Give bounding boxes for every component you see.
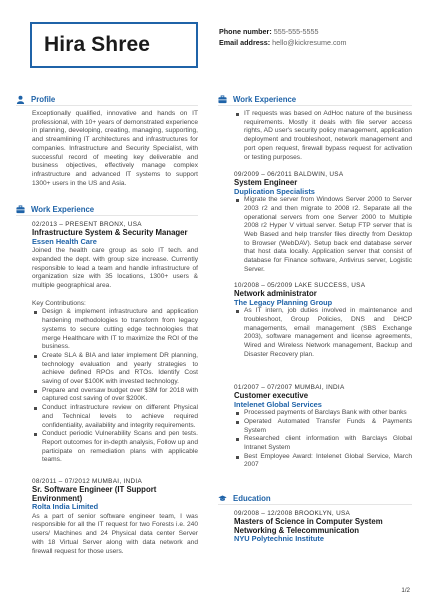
candidate-name: Hira Shree — [44, 33, 151, 56]
job-rolta — [32, 478, 198, 556]
job-title: Network administrator — [234, 289, 317, 298]
job-bullets — [32, 308, 198, 465]
list-item: Researched client information with Barclays Global Intranet System — [234, 435, 412, 452]
job-intro: Joined the health care group as solo IT tech. and expanded the dept. with group size increase. Currently responsible to lead a team and handle infrastructure of organization size with 35 locations, 1300+ users & multiple geographical area. — [32, 247, 198, 289]
education-divider — [218, 504, 412, 505]
school-name: NYU Polytechnic Institute — [234, 534, 324, 544]
job-duplication — [234, 171, 412, 275]
work-title-right: Work Experience — [233, 94, 297, 104]
job-bullets — [234, 196, 412, 274]
list-item: Operated Automated Transfer Funds & Payments System — [234, 418, 412, 435]
work-title-left: Work Experience — [31, 204, 95, 214]
phone-label: Phone number: — [219, 27, 272, 36]
profile-title: Profile — [31, 94, 56, 104]
work-divider-right — [218, 105, 412, 106]
job-company: Rolta India Limited — [32, 502, 99, 512]
job-bullets — [234, 110, 412, 162]
briefcase-icon — [218, 95, 227, 104]
list-item: Processed payments of Barclays Bank with other banks — [234, 409, 412, 418]
job-title: Infrastructure System & Security Manager — [32, 228, 188, 237]
contact-info — [219, 27, 347, 48]
job-meta: 10/2008 – 05/2009 LAKE SUCCESS, USA — [234, 282, 366, 289]
job-intelenet — [234, 384, 412, 470]
job-company: Essen Health Care — [32, 236, 97, 246]
work-heading-left — [16, 203, 94, 215]
education-heading — [218, 492, 271, 504]
education-title: Education — [233, 493, 271, 503]
rolta-continued — [234, 110, 412, 162]
email-value: hello@kickresume.com — [272, 37, 347, 47]
email-label: Email address: — [219, 37, 271, 47]
job-meta: 08/2011 – 07/2012 MUMBAI, INDIA — [32, 478, 143, 485]
list-item: Best Employee Award: Intelenet Global Service, March 2007 — [234, 453, 412, 470]
phone-value: 555-555-5555 — [273, 27, 319, 36]
job-bullets — [234, 409, 412, 470]
job-meta: 02/2013 – PRESENT BRONX, USA — [32, 221, 142, 228]
job-bullets — [234, 307, 412, 359]
key-contributions-label: Key Contributions: — [32, 299, 86, 307]
list-item: Conduct infrastructure review on different Physical and Technical levels to achieve required confidentiality, availability and integrity requirements. — [32, 404, 198, 430]
list-item: As IT intern, job duties involved in maintenance and troubleshoot, Group Policies, DNS and DHCP managements, email management (SBS Exchange 2003), software management and license agreements, Wired and Wireless Network management, Backup and Disaster Recovery plan. — [234, 307, 412, 359]
job-company: The Legacy Planning Group — [234, 297, 333, 307]
education-item — [234, 510, 412, 544]
profile-text: Exceptionally qualified, innovative and hands on IT professional, with 10+ years of demonstrated experience in planning, developing, creating, managing, supporting, and streamlining IT architectures and infrastructures for companies. Infrastructure and Security Specialist, with successful record of meeting key deliverable and business objectives, effectively manage complex infrastructure and advanced IT systems to support 1300+ users in the US and Asia. — [32, 110, 198, 187]
work-divider-left — [16, 215, 198, 216]
job-title: System Engineer — [234, 178, 298, 187]
person-icon — [16, 95, 25, 104]
work-heading-right — [218, 93, 296, 105]
list-item: Conduct periodic Vulnerability Scans and pen tests. Report outcomes for in-depth analysis, Follow up and participate on remediation plans with applicable teams. — [32, 430, 198, 465]
name-box — [30, 22, 198, 68]
degree-title: Masters of Science in Computer System Networking & Telecommunication — [234, 517, 383, 535]
job-intro: As a part of senior software engineer team, I was responsible for all the IT request for two Forests i.e. 240 users/ Machines and 24 Physical data center Server with 18 Virtual Server along with data network and firewall request for those users. — [32, 512, 198, 555]
job-legacy — [234, 282, 412, 359]
page-number: 1/2 — [401, 587, 410, 594]
job-company: Duplication Specialists — [234, 186, 315, 196]
list-item: Prepare and oversaw budget over $3M for 2018 with captured cost saving of over $200K. — [32, 387, 198, 404]
job-essen — [32, 221, 198, 465]
job-title: Customer executive — [234, 391, 309, 400]
list-item: Design & implement infrastructure and application hardening methodologies to transform from legacy systems to secure cutting edge technologies that merge Healthcare with IT to maximize the ROI of the business. — [32, 308, 198, 352]
education-meta: 09/2008 – 12/2008 BROOKLYN, USA — [234, 510, 351, 517]
list-item: IT requests was based on AdHoc nature of the business requirements. Mostly it deals with file server access rights, AD user's security policy management, application deployment and troubleshoot, network management and port open request, firewall bypass request for activation or testing purposes. — [234, 110, 412, 162]
briefcase-icon — [16, 205, 25, 214]
list-item: Create SLA & BIA and later implement DR planning, technology evaluation and yearly strategies to achieve defined RPOs and RTOs. Identify Cost saving of over $100K with invested technology. — [32, 352, 198, 387]
profile-heading — [16, 93, 55, 105]
graduation-cap-icon — [218, 494, 227, 503]
job-meta: 09/2009 – 06/2011 BALDWIN, USA — [234, 171, 344, 178]
job-company: Intelenet Global Services — [234, 399, 322, 409]
job-meta: 01/2007 – 07/2007 MUMBAI, INDIA — [234, 384, 345, 391]
list-item: Migrate the server from Windows Server 2000 to Server 2003 r2 and then migrate to 2008 r2. Separate all the operational servers from one Server 2000 to Multiple 2008 r2 Hyper V virtual server. Setup FTP server that is Web Based and help transfer files directly from Desktop to Browser (WebDAV). Setup back end database server that host data locally. Application server that consist of database for Finance software, Antivirus server, Logistic Server. — [234, 196, 412, 274]
profile-divider — [16, 105, 198, 106]
job-title: Sr. Software Engineer (IT Support Environment) — [32, 485, 157, 503]
